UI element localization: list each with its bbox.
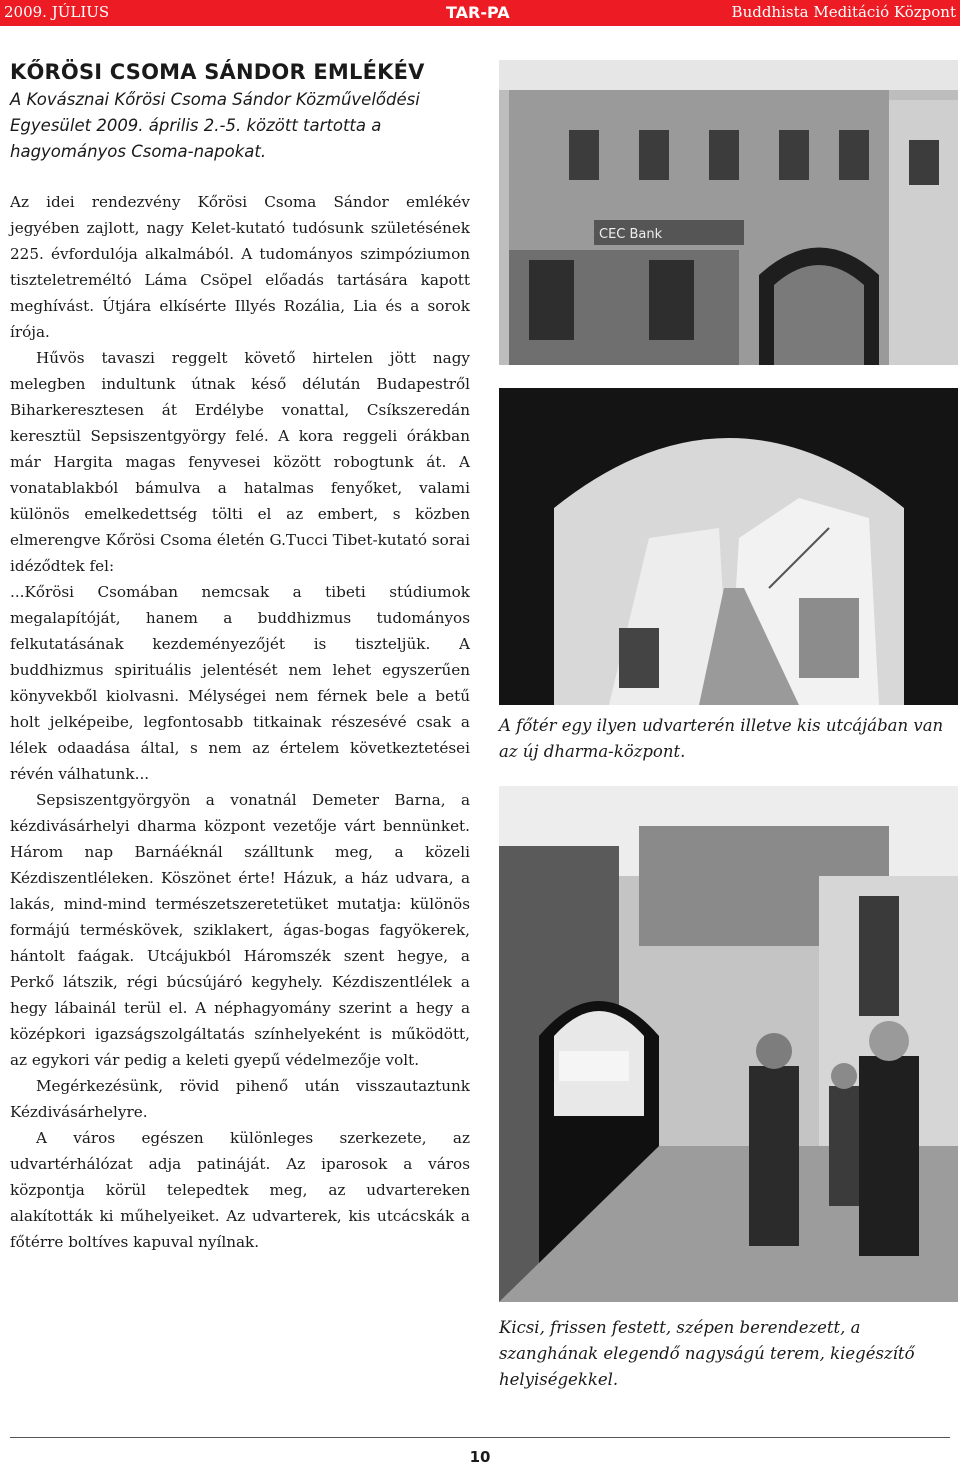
paragraph: Hűvös tavaszi reggelt követő hirtelen jött nagy melegben indultunk útnak késő délután Budapestről Biharkeresztesen át Erdélybe vonattal, Csíkszeredán keresztül Sepsiszentgyörgy felé. A kora reggeli órákban már Hargita magas fenyvesei között robogtunk át. A vonatablakból bámulva a hatalmas fenyőket, valami különös emelkedettség tölti el az embert, s közben elmerengve Kőrösi Csoma életén G.Tucci Tibet-kutató sorai idéződtek fel: bbox=[10, 349, 470, 575]
magazine-name: TAR-PA bbox=[446, 3, 510, 22]
article-column bbox=[10, 57, 470, 1255]
quote-paragraph: ...Kőrösi Csomában nemcsak a tibeti stúdiumok megalapítóját, hanem a buddhizmus tudományos felkutatásának kezdeményezőjét is tiszteljük. A buddhizmus spirituális jelentését nem lehet egyszerűen könyvekből kiolvasni. Mélységei nem férnek bele a betű holt jelképeibe, legfontosabb titkainak részesévé csak a lélek odaadása által, s nem az értelem következtetései révén válhatunk... bbox=[10, 583, 470, 783]
article-subtitle: A Kovásznai Kőrösi Csoma Sándor Közművelődési Egyesület 2009. április 2.-5. között tartotta a hagyományos Csoma-napokat. bbox=[10, 90, 420, 161]
article-title: KŐRÖSI CSOMA SÁNDOR EMLÉKÉV bbox=[10, 60, 425, 84]
photo-main-square-building bbox=[499, 60, 958, 365]
caption-archway: A főtér egy ilyen udvarterén illetve kis utcájában van az új dharma-központ. bbox=[499, 716, 944, 761]
paragraph: Az idei rendezvény Kőrösi Csoma Sándor emlékév jegyében zajlott, nagy Kelet-kutató tudósunk születésének 225. évfordulója alkalmából. A tudományos szimpóziumon tiszteletreméltó Láma Csöpel előadás tartására kapott meghívást. Útjára elkísérte Illyés Rozália, Lia és a sorok írója. bbox=[10, 193, 470, 341]
paragraph: A város egészen különleges szerkezete, az udvartérhálózat adja patináját. Az iparosok a város központja körül telepedtek meg, az udvartereken alakították ki műhelyeiket. Az udvarterek, kis utcácskák a főtérre boltíves kapuval nyílnak. bbox=[10, 1129, 470, 1251]
article-body bbox=[10, 189, 470, 1255]
paragraph: Sepsiszentgyörgyön a vonatnál Demeter Barna, a kézdivásárhelyi dharma központ vezetője várt bennünket. Három nap Barnáéknál szálltunk meg, a közeli Kézdiszentléleken. Köszönet érte! Házuk, a ház udvara, a lakás, mind-mind természetszeretetüket mutatja: különös formájú terméskövek, sziklakert, ágas-bogas fagyökerek, hántolt faágak. Utcájukból Háromszék szent hegye, a Perkő látszik, régi búcsújáró kegyhely. Kézdiszentlélek a hegy lábainál terül el. A néphagyomány szerint a hegy a középkori igazságszolgáltatás színhelyeként is működött, az egykori vár pedig a keleti gyepű védelmezője volt. bbox=[10, 791, 470, 1069]
organization-name: Buddhista Meditáció Központ bbox=[731, 3, 956, 21]
footer-divider bbox=[10, 1437, 950, 1438]
paragraph: Megérkezésünk, rövid pihenő után visszautaztunk Kézdivásárhelyre. bbox=[10, 1077, 470, 1121]
photo-courtyard-people bbox=[499, 786, 958, 1302]
issue-date: 2009. JÚLIUS bbox=[4, 3, 110, 21]
page-header bbox=[0, 0, 960, 26]
caption-courtyard: Kicsi, frissen festett, szépen berendezett, a szanghának elegendő nagyságú terem, kiegészítő helyiségekkel. bbox=[499, 1318, 915, 1389]
page-number: 10 bbox=[469, 1448, 491, 1466]
bank-sign: CEC Bank bbox=[599, 227, 663, 242]
photo-archway-alley bbox=[499, 388, 958, 705]
